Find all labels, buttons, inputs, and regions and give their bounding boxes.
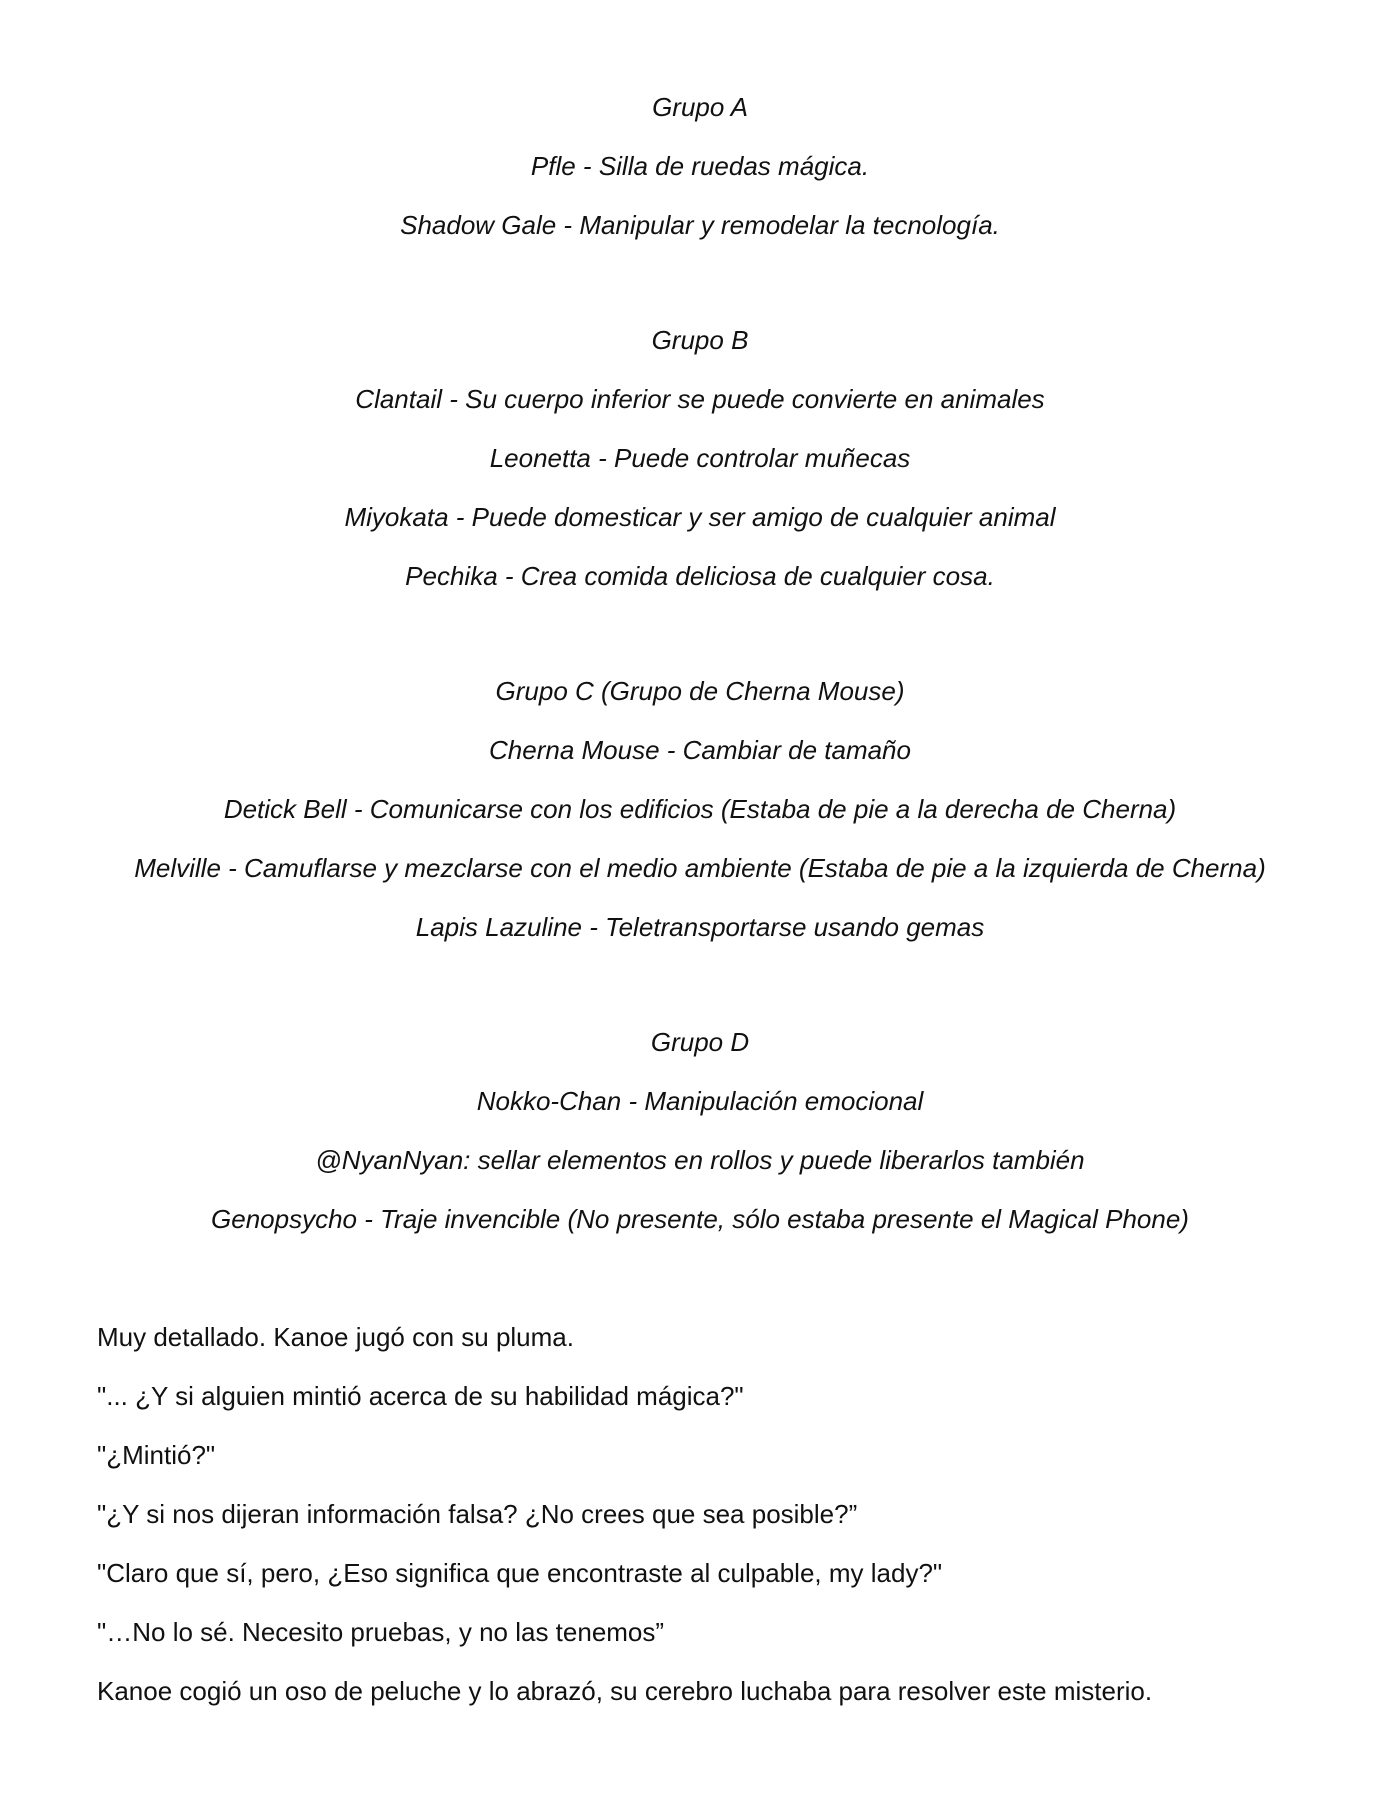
group-member: Pfle - Silla de ruedas mágica. [530, 151, 870, 181]
group-member: Leonetta - Puede controlar muñecas [489, 443, 911, 473]
group-member: Nokko-Chan - Manipulación emocional [476, 1086, 924, 1116]
narrative-paragraph: "... ¿Y si alguien mintió acerca de su habilidad mágica?" [97, 1381, 744, 1411]
group-c [60, 662, 1340, 957]
group-member: Cherna Mouse - Cambiar de tamaño [489, 735, 911, 765]
group-title: Grupo C (Grupo de Cherna Mouse) [495, 676, 905, 706]
group-title: Grupo D [650, 1027, 750, 1057]
group-d [60, 1013, 1340, 1249]
group-member: Melville - Camuflarse y mezclarse con el medio ambiente (Estaba de pie a la izquierda de Cherna) [134, 853, 1266, 883]
group-b [60, 311, 1340, 606]
narrative-paragraph: Muy detallado. Kanoe jugó con su pluma. [97, 1322, 574, 1352]
group-member: Pechika - Crea comida deliciosa de cualquier cosa. [405, 561, 995, 591]
narrative-paragraph: "¿Mintió?" [97, 1440, 216, 1470]
group-member: Shadow Gale - Manipular y remodelar la tecnología. [400, 210, 1000, 240]
group-title: Grupo A [652, 92, 748, 122]
group-title: Grupo B [651, 325, 749, 355]
narrative-text [97, 1308, 1340, 1721]
group-member: Detick Bell - Comunicarse con los edificios (Estaba de pie a la derecha de Cherna) [223, 794, 1177, 824]
group-member: Clantail - Su cuerpo inferior se puede convierte en animales [355, 384, 1045, 414]
group-member: Lapis Lazuline - Teletransportarse usando gemas [415, 912, 985, 942]
narrative-paragraph: Kanoe cogió un oso de peluche y lo abrazó, su cerebro luchaba para resolver este misterio. [97, 1676, 1153, 1706]
group-member: Genopsycho - Traje invencible (No presente, sólo estaba presente el Magical Phone) [211, 1204, 1189, 1234]
group-member: Miyokata - Puede domesticar y ser amigo de cualquier animal [344, 502, 1056, 532]
group-list [60, 78, 1340, 1305]
narrative-paragraph: "…No lo sé. Necesito pruebas, y no las tenemos” [97, 1617, 665, 1647]
group-member: @NyanNyan: sellar elementos en rollos y puede liberarlos también [315, 1145, 1085, 1175]
narrative-paragraph: "¿Y si nos dijeran información falsa? ¿No crees que sea posible?” [97, 1499, 858, 1529]
narrative-paragraph: "Claro que sí, pero, ¿Eso significa que encontraste al culpable, my lady?" [97, 1558, 943, 1588]
group-a [60, 78, 1340, 255]
